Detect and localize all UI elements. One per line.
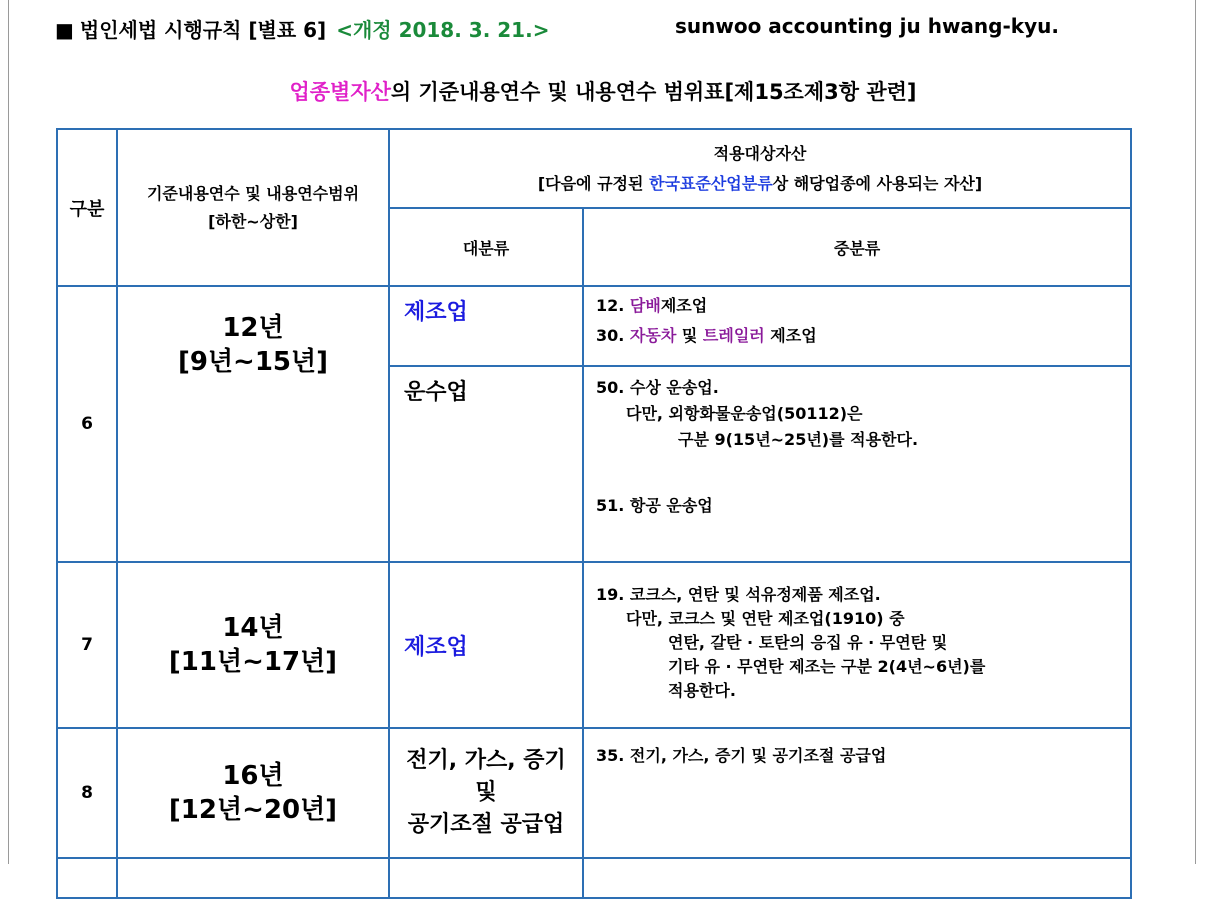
years-range: [9년~15년] [177, 347, 329, 377]
years-cell [117, 286, 389, 562]
item-highlight: 담배 [629, 296, 661, 315]
major-line: 공기조절 공급업 [407, 812, 565, 837]
base-years: 14년 [222, 613, 284, 643]
years-cell [117, 562, 389, 728]
middle-category-cell [583, 286, 1131, 366]
header-range [117, 129, 389, 286]
header-middle: 중분류 [583, 208, 1131, 286]
item-mid: 및 [676, 326, 703, 345]
middle-line: 다만, 외항화물운송업(50112)은 [626, 404, 863, 423]
table-header-row [57, 129, 1131, 208]
table-row-partial [57, 858, 1131, 898]
item-number: 12. [596, 296, 630, 315]
header-gubun: 구분 [57, 129, 117, 286]
middle-line: 다만, 코크스 및 연탄 제조업(1910) 중 [626, 609, 905, 628]
major-line: 및 [475, 780, 497, 805]
years-range: [12년~20년] [168, 795, 338, 825]
empty-cell [117, 858, 389, 898]
major-category: 제조업 [404, 634, 468, 660]
gubun-cell: 7 [57, 562, 117, 728]
header-major: 대분류 [389, 208, 583, 286]
amendment-date: <개정 2018. 3. 21.> [336, 18, 550, 42]
header-assets-line1: 적용대상자산 [713, 143, 807, 163]
useful-life-table [56, 128, 1132, 899]
base-years: 12년 [222, 313, 284, 343]
major-category-cell [389, 286, 583, 366]
years-cell [117, 728, 389, 858]
document-page [8, 0, 1196, 864]
major-category-cell [389, 562, 583, 728]
item-number: 30. [596, 326, 630, 345]
table-row [57, 562, 1131, 728]
middle-line: 50. 수상 운송업. [596, 378, 719, 397]
header-assets-hl: 한국표준산업분류 [649, 173, 773, 193]
middle-item [596, 293, 1130, 319]
item-highlight: 자동차 [629, 326, 677, 345]
middle-line: 기타 유 · 무연탄 제조는 구분 2(4년~6년)를 [668, 657, 986, 676]
header-range-line1: 기준내용연수 및 내용연수범위 [146, 183, 360, 203]
middle-line: 연탄, 갈탄 · 토탄의 응집 유 · 무연탄 및 [668, 633, 948, 652]
major-category-cell [389, 728, 583, 858]
base-years: 16년 [222, 761, 284, 791]
middle-line: 19. 코크스, 연탄 및 석유정제품 제조업. [596, 585, 881, 604]
header-text: 법인세법 시행규칙 [별표 6] [79, 18, 327, 42]
document-title [9, 76, 1197, 106]
table-row [57, 728, 1131, 858]
major-category-cell [389, 366, 583, 562]
header-assets-post: 상 해당업종에 사용되는 자산] [772, 173, 983, 193]
author-note: sunwoo accounting ju hwang-kyu. [675, 14, 1059, 38]
empty-cell [389, 858, 583, 898]
header-assets-pre: [다음에 규정된 [537, 173, 650, 193]
major-line: 전기, 가스, 증기 [406, 748, 566, 773]
years-range: [11년~17년] [168, 647, 338, 677]
middle-line: 35. 전기, 가스, 증기 및 공기조절 공급업 [596, 746, 887, 765]
gubun-cell: 6 [57, 286, 117, 562]
header-assets [389, 129, 1131, 208]
middle-category-cell [583, 366, 1131, 562]
middle-category-cell [583, 562, 1131, 728]
middle-line: 51. 항공 운송업 [596, 496, 713, 515]
table-row [57, 286, 1131, 366]
empty-cell [583, 858, 1131, 898]
title-rest: 의 기준내용연수 및 내용연수 범위표[제15조제3항 관련] [390, 80, 917, 104]
middle-category-cell [583, 728, 1131, 858]
middle-line: 구분 9(15년~25년)를 적용한다. [678, 430, 919, 449]
header-range-line2: [하한~상한] [208, 211, 298, 231]
middle-item [596, 323, 1130, 349]
header-assets-line2 [390, 169, 1130, 199]
gubun-cell: 8 [57, 728, 117, 858]
empty-cell [57, 858, 117, 898]
middle-line: 적용한다. [668, 681, 736, 700]
title-highlight: 업종별자산 [289, 80, 391, 104]
document-header [55, 14, 1155, 46]
item-highlight-2: 트레일러 [702, 326, 765, 345]
item-rest: 제조업 [764, 326, 817, 345]
major-category: 운수업 [404, 380, 468, 405]
square-bullet-icon: ■ [55, 18, 74, 42]
item-rest: 제조업 [660, 296, 708, 315]
major-category: 제조업 [404, 300, 468, 325]
